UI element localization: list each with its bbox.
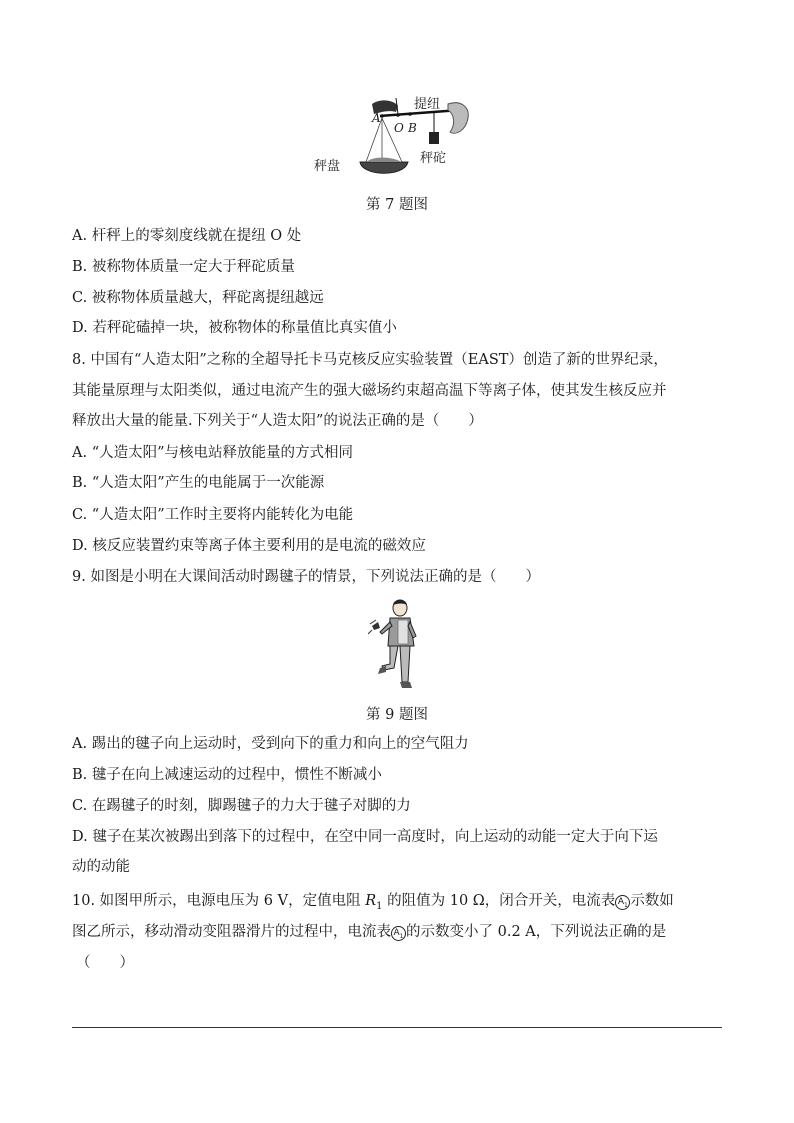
q9-option-d-line-2: 动的动能 — [72, 859, 130, 875]
figure-7-caption: 第 7 题图 — [366, 197, 428, 213]
q7-option-a: A. 杆秤上的零刻度线就在提纽 O 处 — [72, 228, 302, 244]
label-A: A — [372, 111, 381, 125]
q8-stem-line-1: 8. 中国有“人造太阳”之称的全超导托卡马克核反应实验装置（EAST）创造了新的世界纪录， — [72, 352, 668, 368]
q8-option-d: D. 核反应装置约束等离子体主要利用的是电流的磁效应 — [72, 538, 426, 554]
q9-option-b: B. 毽子在向上减速运动的过程中，惯性不断减小 — [72, 767, 382, 783]
figure-7-steelyard — [310, 96, 490, 186]
page-bottom-rule — [72, 1027, 722, 1028]
point-A-dot — [380, 114, 384, 118]
q10-resistor-subscript: 1 — [376, 900, 383, 912]
label-chengtuo: 秤砣 — [420, 151, 447, 166]
q10-text-1a: 10. 如图甲所示，电源电压为 6 V，定值电阻 — [72, 893, 366, 909]
shuttlecock-shape — [372, 622, 380, 630]
ammeter-a1-icon: $A_1$ — [615, 895, 630, 910]
ammeter-a1-icon-2: $A_1$ — [391, 926, 406, 941]
q10-text-2b: 的示数变小了 0.2 A，下列说法正确的是 — [406, 924, 667, 940]
label-B: B — [408, 121, 417, 135]
q10-stem-line-2 — [72, 922, 722, 942]
q8-stem-line-3: 释放出大量的能量.下列关于“人造太阳”的说法正确的是（ ） — [72, 413, 483, 429]
q10-stem-line-1 — [72, 891, 722, 917]
weight-shape — [429, 132, 439, 144]
q8-stem-line-2: 其能量原理与太阳类似，通过电流产生的强大磁场约束超高温下等离子体，使其发生核反应并 — [72, 383, 667, 399]
q8-option-b: B. “人造太阳”产生的电能属于一次能源 — [72, 475, 325, 491]
q7-option-d: D. 若秤砣磕掉一块，被称物体的称量值比真实值小 — [72, 320, 397, 336]
label-O: O — [394, 121, 404, 135]
q7-option-b: B. 被称物体质量一定大于秤砣质量 — [72, 259, 295, 275]
q9-option-c: C. 在踢毽子的时刻，脚踢毽子的力大于毽子对脚的力 — [72, 798, 411, 814]
label-tiniu: 提纽 — [414, 97, 441, 112]
q10-text-1b: 的阻值为 10 Ω，闭合开关，电流表 — [382, 893, 616, 909]
q8-option-c: C. “人造太阳”工作时主要将内能转化为电能 — [72, 507, 354, 523]
label-chengpan: 秤盘 — [314, 159, 341, 174]
q7-option-c: C. 被称物体质量越大，秤砣离提纽越远 — [72, 290, 324, 306]
q10-text-2a: 图乙所示，移动滑动变阻器滑片的过程中，电流表 — [72, 924, 391, 940]
q8-option-a: A. “人造太阳”与核电站释放能量的方式相同 — [72, 445, 354, 461]
pan-shape — [360, 162, 408, 173]
q9-option-d-line-1: D. 毽子在某次被踢出到落下的过程中，在空中同一高度时，向上运动的动能一定大于向下运 — [72, 829, 658, 845]
figure-9-caption: 第 9 题图 — [366, 707, 428, 723]
q9-stem: 9. 如图是小明在大课间活动时踢毽子的情景，下列说法正确的是（ ） — [72, 569, 540, 585]
q9-option-a: A. 踢出的毽子向上运动时，受到向下的重力和向上的空气阻力 — [72, 736, 469, 752]
point-B-dot — [408, 112, 412, 116]
q10-answer-blank: （ ） — [76, 955, 134, 971]
hand-right-shape — [448, 103, 468, 133]
q10-resistor-symbol: R — [365, 893, 377, 909]
point-O-dot — [396, 113, 400, 117]
leg-left-shape — [382, 646, 398, 670]
q10-text-1c: 示数如 — [630, 893, 674, 909]
leg-right-shape — [400, 646, 410, 682]
figure-9-kicking-shuttlecock — [368, 596, 428, 692]
